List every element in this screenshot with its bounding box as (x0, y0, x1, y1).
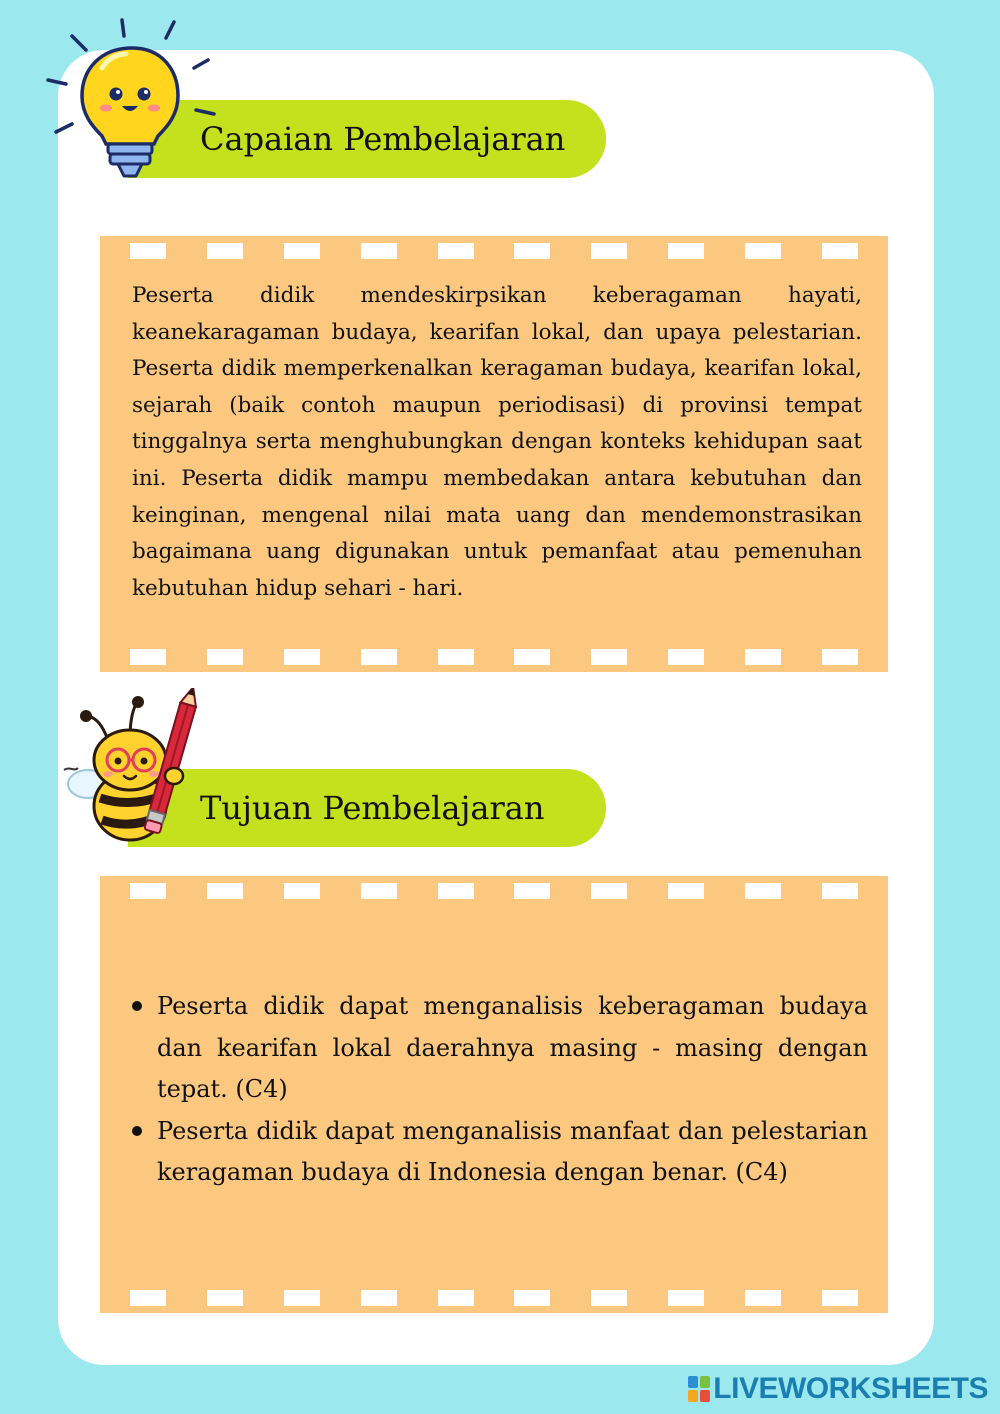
bee-with-pencil-icon (60, 688, 200, 848)
capaian-panel (100, 236, 888, 672)
film-holes-bottom (100, 1283, 888, 1313)
film-holes-bottom (100, 642, 888, 672)
liveworksheets-brand[interactable] (688, 1372, 988, 1406)
capaian-text: Peserta didik mendeskirpsikan keberagaman hayati, keanekaragaman budaya, kearifan lokal, dan upaya pelestarian. Peserta didik memperkenalkan keragaman budaya, kearifan lokal, sejarah (baik contoh maupun periodisasi) di provinsi tempat tinggalnya serta menghubungkan dengan konteks kehidupan saat ini. Peserta didik mampu membedakan antara kebutuhan dan keinginan, mengenal nilai mata uang dan mendemonstrasikan bagaimana uang digunakan untuk pemanfaat atau pemenuhan kebutuhan hidup sehari - hari. (132, 283, 862, 601)
brand-text: LIVEWORKSHEETS (713, 1372, 988, 1405)
tujuan-item-1: Peserta didik dapat menganalisis keberagaman budaya dan kearifan lokal daerahnya masing - masing dengan tepat. (C4) (132, 986, 868, 1111)
tujuan-panel (100, 876, 888, 1313)
tujuan-title: Tujuan Pembelajaran (200, 789, 545, 827)
lightbulb-mascot-icon (42, 8, 222, 183)
film-holes-top (100, 876, 888, 906)
tujuan-list (132, 986, 868, 1194)
tujuan-item-2: Peserta didik dapat menganalisis manfaat dan pelestarian keragaman budaya di Indonesia dengan benar. (C4) (132, 1111, 868, 1194)
liveworksheets-logo-icon (688, 1376, 710, 1402)
capaian-title: Capaian Pembelajaran (200, 120, 566, 158)
film-holes-top (100, 236, 888, 266)
